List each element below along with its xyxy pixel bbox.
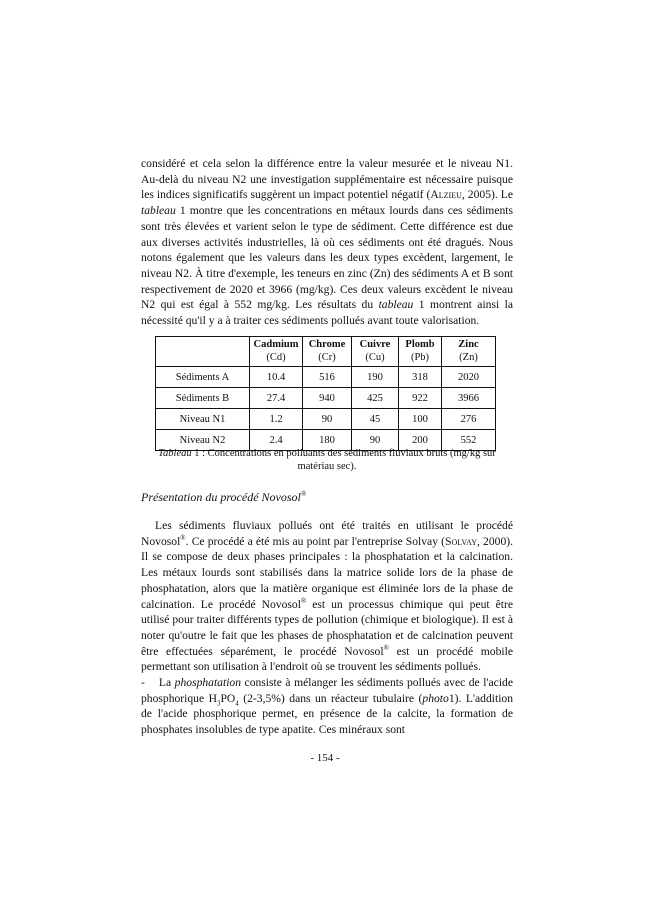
section-title: Présentation du procédé Novosol® <box>141 490 307 504</box>
page-number: - 154 - <box>310 752 340 764</box>
row-label: Niveau N1 <box>156 409 250 430</box>
table-cell: 922 <box>399 388 442 409</box>
concentrations-table <box>155 336 496 451</box>
table-cell: 516 <box>303 367 352 388</box>
table-cell: 27.4 <box>250 388 303 409</box>
table-row <box>156 409 496 430</box>
table-cell: 45 <box>352 409 399 430</box>
table-cell: 90 <box>303 409 352 430</box>
table-cell: 10.4 <box>250 367 303 388</box>
row-label: Sédiments A <box>156 367 250 388</box>
table-cell: 1.2 <box>250 409 303 430</box>
table-row <box>156 367 496 388</box>
table-cell: 276 <box>442 409 496 430</box>
table-cell: 100 <box>399 409 442 430</box>
table-caption: Tableau 1 : Concentrations en polluants des sédiments fluviaux bruts (mg/kg sur matériau sec). <box>158 448 496 472</box>
table-cell: 318 <box>399 367 442 388</box>
table-corner-cell <box>156 337 250 367</box>
table-header-row <box>156 337 496 367</box>
section-body <box>141 518 513 738</box>
row-label: Niveau N2 <box>156 430 250 451</box>
column-header: Zinc (Zn) <box>442 337 496 367</box>
table-cell: 425 <box>352 388 399 409</box>
table-cell: 190 <box>352 367 399 388</box>
table-cell: 200 <box>399 430 442 451</box>
table-cell: 940 <box>303 388 352 409</box>
column-header: Cadmium (Cd) <box>250 337 303 367</box>
column-header: Cuivre (Cu) <box>352 337 399 367</box>
table-cell: 2020 <box>442 367 496 388</box>
column-header: Chrome (Cr) <box>303 337 352 367</box>
table-cell: 3966 <box>442 388 496 409</box>
column-header: Plomb (Pb) <box>399 337 442 367</box>
paragraph-1 <box>141 156 513 329</box>
paragraph-3-text: - La phosphatation consiste à mélanger les sédiments pollués avec de l'acide phosphorique $H_3PO_4$ (2-3,5%) dans un réacteur tubulaire (photo1). L'addition de l'acide phosphorique permet, en présence de la calcite, la formation de phosphates insolubles de type apatite. Ces minéraux sont <box>141 676 514 737</box>
paragraph-1-text: considéré et cela selon la différence entre la valeur mesurée et le niveau N1. Au-delà du niveau N2 une investigation supplémentaire est nécessaire puisque les indices significatifs suggèrent un impact potentiel négatif (Alzieu, 2005). Le tableau 1 montre que les concentrations en métaux lourds dans ces sédiments sont très élevées et varient selon le type de sédiment. Cette différence est due aux diverses activités industrielles, là où ces sédiments ont été dragués. Nous notons également que les valeurs dans les deux types excèdent, largement, le niveau N2. À titre d'exemple, les teneurs en zinc (Zn) des sédiments A et B sont respectivement de 2020 et 3966 (mg/kg). Ces deux valeurs excèdent le niveau N2 qui est égal à 552 mg/kg. Les résultats du tableau 1 montrent ainsi la nécessité qu'il y a à traiter ces sédiments pollués avant toute valorisation. <box>141 157 513 328</box>
table-row <box>156 388 496 409</box>
paragraph-2-text: Les sédiments fluviaux pollués ont été traités en utilisant le procédé Novosol®. Ce procédé a été mis au point par l'entreprise Solvay (Solvay, 2000). Il se compose de deux phases principales : la phosphatation et la calcination. Les métaux lourds sont stabilisés dans la matrice solide lors de la phase de phosphatation, alors que la matière organique est éliminée lors de la phase de calcination. Le procédé Novosol® est un processus chimique qui peut être utilisé pour traiter différents types de pollution (chimique et biologique). Il est à noter qu'outre le fait que les phases de phosphatation et de calcination peuvent être effectuées séparément, le procédé Novosol® est un procédé mobile permettant son utilisation à l'endroit où se trouvent les sédiments pollués. <box>141 519 513 674</box>
table-cell: 180 <box>303 430 352 451</box>
table-cell: 2.4 <box>250 430 303 451</box>
table-cell: 552 <box>442 430 496 451</box>
table-cell: 90 <box>352 430 399 451</box>
row-label: Sédiments B <box>156 388 250 409</box>
